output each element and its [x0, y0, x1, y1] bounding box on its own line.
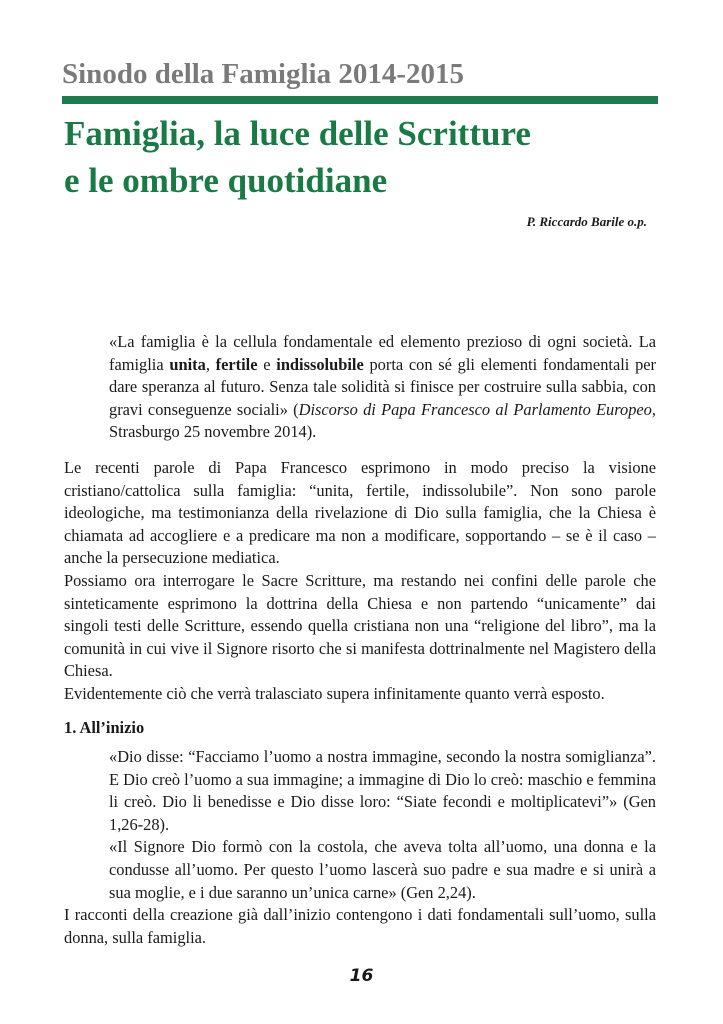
- page-number: 16: [349, 966, 374, 986]
- quote-citation: Discorso di Papa Francesco al Parlamento Europeo: [298, 399, 652, 419]
- author: P. Riccardo Barile o.p.: [526, 214, 647, 229]
- bold-word-unita: unita: [169, 354, 206, 374]
- section-paragraph: I racconti della creazione già dall’inizio contengono i dati fondamentali sull’uomo, sulla donna, sulla famiglia.: [64, 905, 656, 947]
- bold-word-indissolubile: indissolubile: [276, 354, 364, 374]
- quote-paragraph: [109, 331, 656, 444]
- quote-text: «La famiglia è la cellula fondamentale ed elemento prezioso di ogni società. La famiglia: [109, 332, 656, 374]
- opening-quote: [109, 331, 656, 444]
- title-line-2: e le ombre quotidiane: [64, 161, 388, 200]
- body-paragraph-1: Le recenti parole di Papa Francesco esprimono in modo preciso la visione cristiano/cattolica sulla famiglia: “unita, fertile, indissolubile”. Non sono parole ideologiche, ma testimonianza della rivelazione di Dio sulla famiglia, che la Chiesa è chiamata ad accogliere e a predicare ma non a modificare, sopportando – se è il caso – anche la persecuzione mediatica.: [64, 458, 656, 568]
- series-title: Sinodo della Famiglia 2014-2015: [62, 58, 465, 90]
- title-line-1: Famiglia, la luce delle Scritture: [64, 114, 531, 153]
- body-text: [64, 457, 656, 706]
- body-paragraph-3: Evidentemente ciò che verrà tralasciato supera infinitamente quanto verrà esposto.: [64, 683, 605, 703]
- genesis-quote-1: «Dio disse: “Facciamo l’uomo a nostra immagine, secondo la nostra somiglianza”. E Dio creò l’uomo a sua immagine; a immagine di Dio lo creò: maschio e femmina li creò. Dio li benedisse e Dio disse loro: “Siate fecondi e moltiplicatevi”» (Gen 1,26-28).: [109, 747, 656, 834]
- article-title: [64, 110, 654, 204]
- header-rule: [62, 96, 658, 104]
- quote-text: porta con sé gli elementi fondamentali per dare speranza al futuro. Senza tale solidità si finisce per costruire sulla sabbia, con gravi conseguenze sociali» (: [109, 354, 656, 419]
- section-text: [64, 904, 656, 949]
- bold-word-fertile: fertile: [215, 354, 258, 374]
- quote-text: , Strasburgo 25 novembre 2014).: [109, 399, 656, 442]
- quote-text: ,: [205, 354, 216, 374]
- genesis-quote-2: «Il Signore Dio formò con la costola, che aveva tolta all’uomo, una donna e la condusse all’uomo. Per questo l’uomo lascerà suo padre e sua madre e si unirà a sua moglie, e i due saranno un’unica carne» (Gen 2,24).: [109, 837, 656, 902]
- section-quotes: [109, 746, 656, 904]
- section-heading: 1. All’inizio: [64, 718, 145, 737]
- quote-text: e: [257, 354, 277, 374]
- body-paragraph-2: Possiamo ora interrogare le Sacre Scritture, ma restando nei confini delle parole che sinteticamente esprimono la dottrina della Chiesa e non partendo “unicamente” dai singoli testi delle Scritture, essendo quella cristiana non una “religione del libro”, ma la comunità in cui vive il Signore risorto che si manifesta dottrinalmente nel Magistero della Chiesa.: [64, 570, 656, 681]
